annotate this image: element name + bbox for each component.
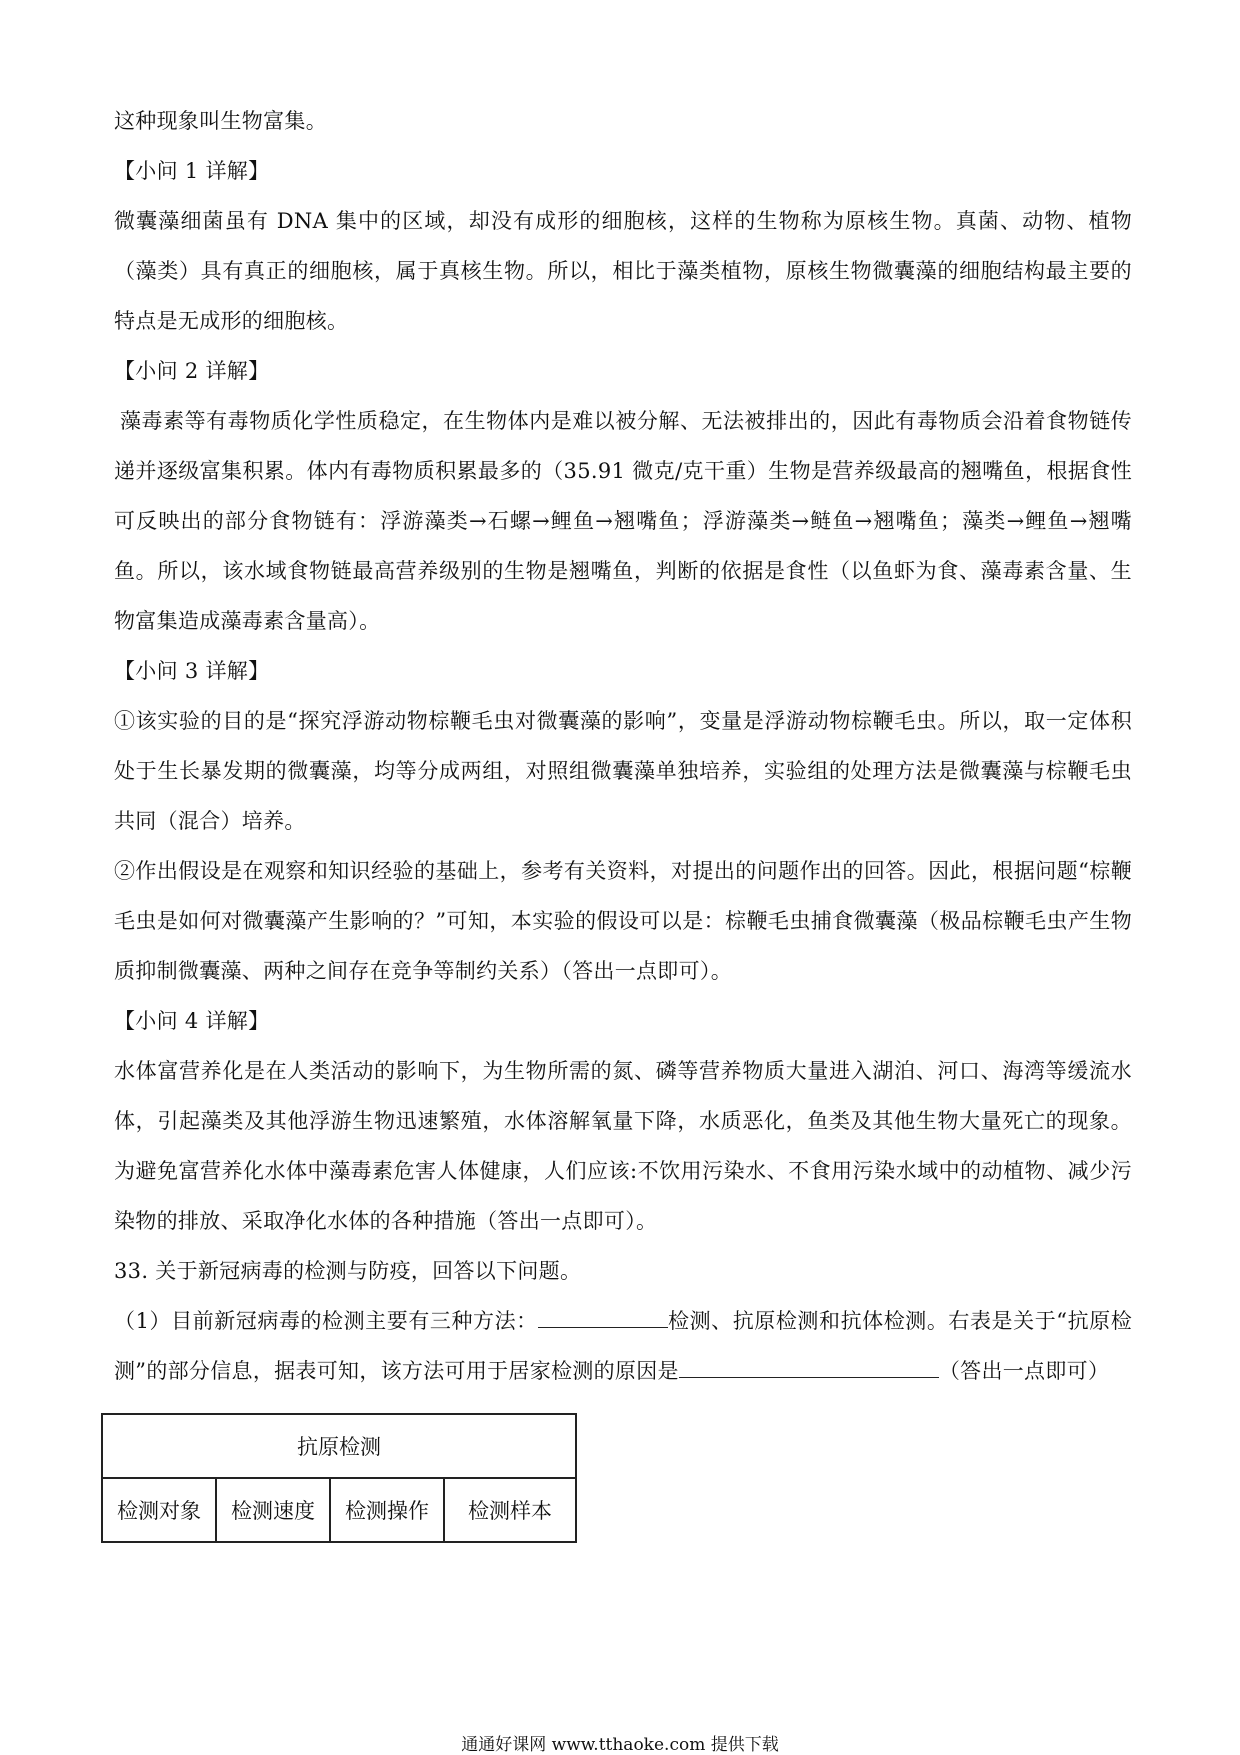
answer-blank-1[interactable] — [538, 1309, 668, 1328]
heading-q3: 【小问 3 详解】 — [114, 659, 270, 683]
question-text-a: （1）目前新冠病毒的检测主要有三种方法： — [114, 1309, 538, 1333]
paragraph-q1: 微囊藻细菌虽有 DNA 集中的区域，却没有成形的细胞核，这样的生物称为原核生物。真菌、动物、植物（藻类）具有真正的细胞核，属于真核生物。所以，相比于藻类植物，原核生物微囊藻的细胞结构最主要的特点是无成形的细胞核。 — [114, 209, 1132, 333]
paragraph-q2: 藻毒素等有毒物质化学性质稳定，在生物体内是难以被分解、无法被排出的，因此有毒物质会沿着食物链传递并逐级富集积累。体内有毒物质积累最多的（35.91 微克/克干重）生物是营养级最高的翘嘴鱼，根据食性可反映出的部分食物链有：浮游藻类→石螺→鲤鱼→翘嘴鱼；浮游藻类→鲢鱼→翘嘴鱼；藻类→鲤鱼→翘嘴鱼。所以，该水域食物链最高营养级别的生物是翘嘴鱼，判断的依据是食性（以鱼虾为食、藻毒素含量、生物富集造成藻毒素含量高）。 — [114, 409, 1132, 633]
paragraph-q3-2: ②作出假设是在观察和知识经验的基础上，参考有关资料，对提出的问题作出的回答。因此，根据问题“棕鞭毛虫是如何对微囊藻产生影响的？”可知，本实验的假设可以是：棕鞭毛虫捕食微囊藻（极品棕鞭毛虫产生物质抑制微囊藻、两种之间存在竞争等制约关系）（答出一点即可）。 — [114, 859, 1132, 983]
question-text-b: 检测、抗原检测和抗体检测。右表是关于“抗原检测”的部分信息，据表可知，该方法可用于居家检测的原因是 — [114, 1309, 1133, 1383]
question-33-title: 33. 关于新冠病毒的检测与防疫，回答以下问题。 — [114, 1259, 582, 1283]
table-row — [102, 1478, 576, 1542]
heading-q2: 【小问 2 详解】 — [114, 359, 270, 383]
antigen-test-table — [101, 1413, 577, 1543]
table-cell-sample: 检测样本 — [444, 1478, 576, 1542]
table-cell-speed: 检测速度 — [216, 1478, 330, 1542]
heading-q1: 【小问 1 详解】 — [114, 159, 270, 183]
table-cell-object: 检测对象 — [102, 1478, 216, 1542]
paragraph-q3-1: ①该实验的目的是“探究浮游动物棕鞭毛虫对微囊藻的影响”，变量是浮游动物棕鞭毛虫。所以，取一定体积处于生长暴发期的微囊藻，均等分成两组，对照组微囊藻单独培养，实验组的处理方法是微囊藻与棕鞭毛虫共同（混合）培养。 — [114, 709, 1132, 833]
table-header: 抗原检测 — [102, 1414, 576, 1478]
question-33-part1 — [114, 1296, 1132, 1396]
paragraph-q4: 水体富营养化是在人类活动的影响下，为生物所需的氮、磷等营养物质大量进入湖泊、河口、海湾等缓流水体，引起藻类及其他浮游生物迅速繁殖，水体溶解氧量下降，水质恶化，鱼类及其他生物大量死亡的现象。为避免富营养化水体中藻毒素危害人体健康，人们应该:不饮用污染水、不食用污染水域中的动植物、减少污染物的排放、采取净化水体的各种措施（答出一点即可）。 — [114, 1059, 1132, 1233]
answer-blank-2[interactable] — [679, 1359, 939, 1378]
document-body — [114, 96, 1132, 1396]
question-text-c: （答出一点即可） — [938, 1359, 1110, 1383]
page-footer: 通通好课网 www.tthaoke.com 提供下载 — [461, 1735, 779, 1755]
heading-q4: 【小问 4 详解】 — [114, 1009, 270, 1033]
paragraph-intro: 这种现象叫生物富集。 — [114, 109, 327, 133]
table-cell-operation: 检测操作 — [330, 1478, 444, 1542]
